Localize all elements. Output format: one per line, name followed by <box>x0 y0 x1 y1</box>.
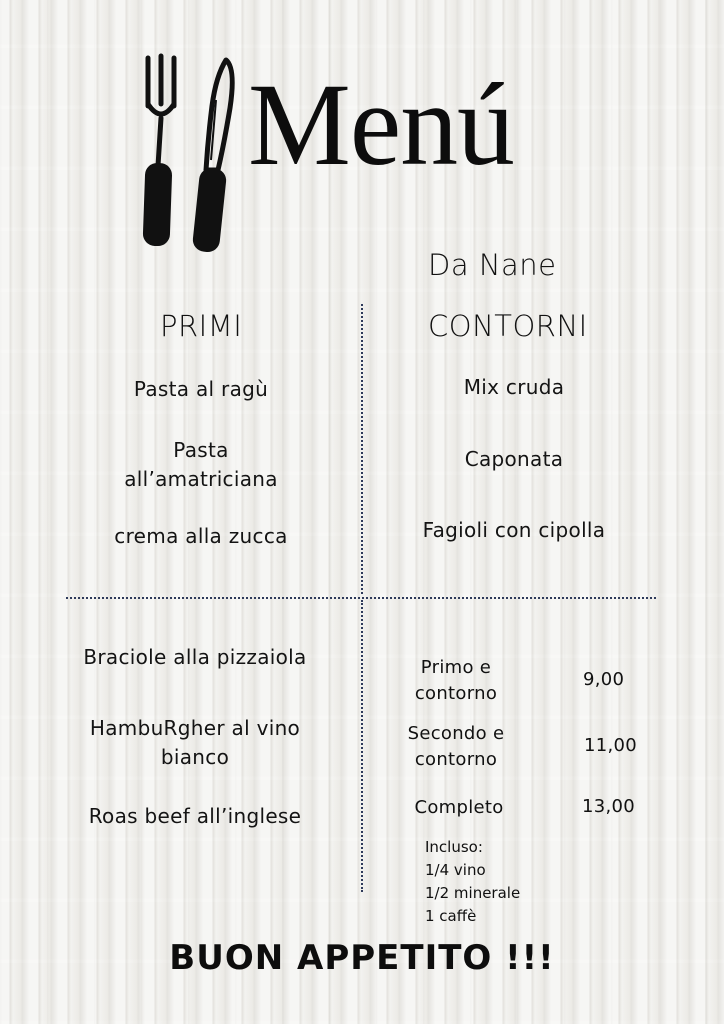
secondi-item-3: Roas beef all’inglese <box>88 804 302 828</box>
price-label-completo: Completo <box>414 797 504 818</box>
contorni-item-1: Mix cruda <box>463 375 565 399</box>
contorni-heading: CONTORNI <box>428 309 588 343</box>
secondi-item-1: Braciole alla pizzaiola <box>83 645 307 669</box>
price-secondo: 11,00 <box>584 735 638 756</box>
vertical-divider-bottom <box>361 600 363 892</box>
contorni-item-2: Caponata <box>464 447 564 471</box>
included-item-water: 1/2 minerale <box>425 884 521 902</box>
menu-title: Menú <box>248 59 514 190</box>
included-list <box>425 836 520 928</box>
footer-greeting: BUON APPETITO !!! <box>169 938 555 978</box>
included-item-coffee: 1 caffè <box>425 907 477 925</box>
secondi-item-2: HambuRgher al vino bianco <box>89 716 301 769</box>
horizontal-divider <box>66 597 656 599</box>
fork-and-knife-icon <box>130 48 250 256</box>
price-label-primo: Primo e contorno <box>414 657 498 704</box>
primi-item-2: Pasta all’amatriciana <box>124 438 278 491</box>
vertical-divider-top <box>361 304 363 594</box>
contorni-item-3: Fagioli con cipolla <box>422 518 606 542</box>
restaurant-name: Da Nane <box>428 248 557 282</box>
primi-item-3: crema alla zucca <box>114 524 288 548</box>
price-primo: 9,00 <box>583 669 625 690</box>
included-item-wine: 1/4 vino <box>425 861 486 879</box>
price-completo: 13,00 <box>582 796 636 817</box>
included-heading: Incluso: <box>425 838 483 856</box>
price-label-secondo: Secondo e contorno <box>407 723 505 770</box>
primi-item-1: Pasta al ragù <box>133 377 269 401</box>
primi-heading: PRIMI <box>160 309 243 343</box>
